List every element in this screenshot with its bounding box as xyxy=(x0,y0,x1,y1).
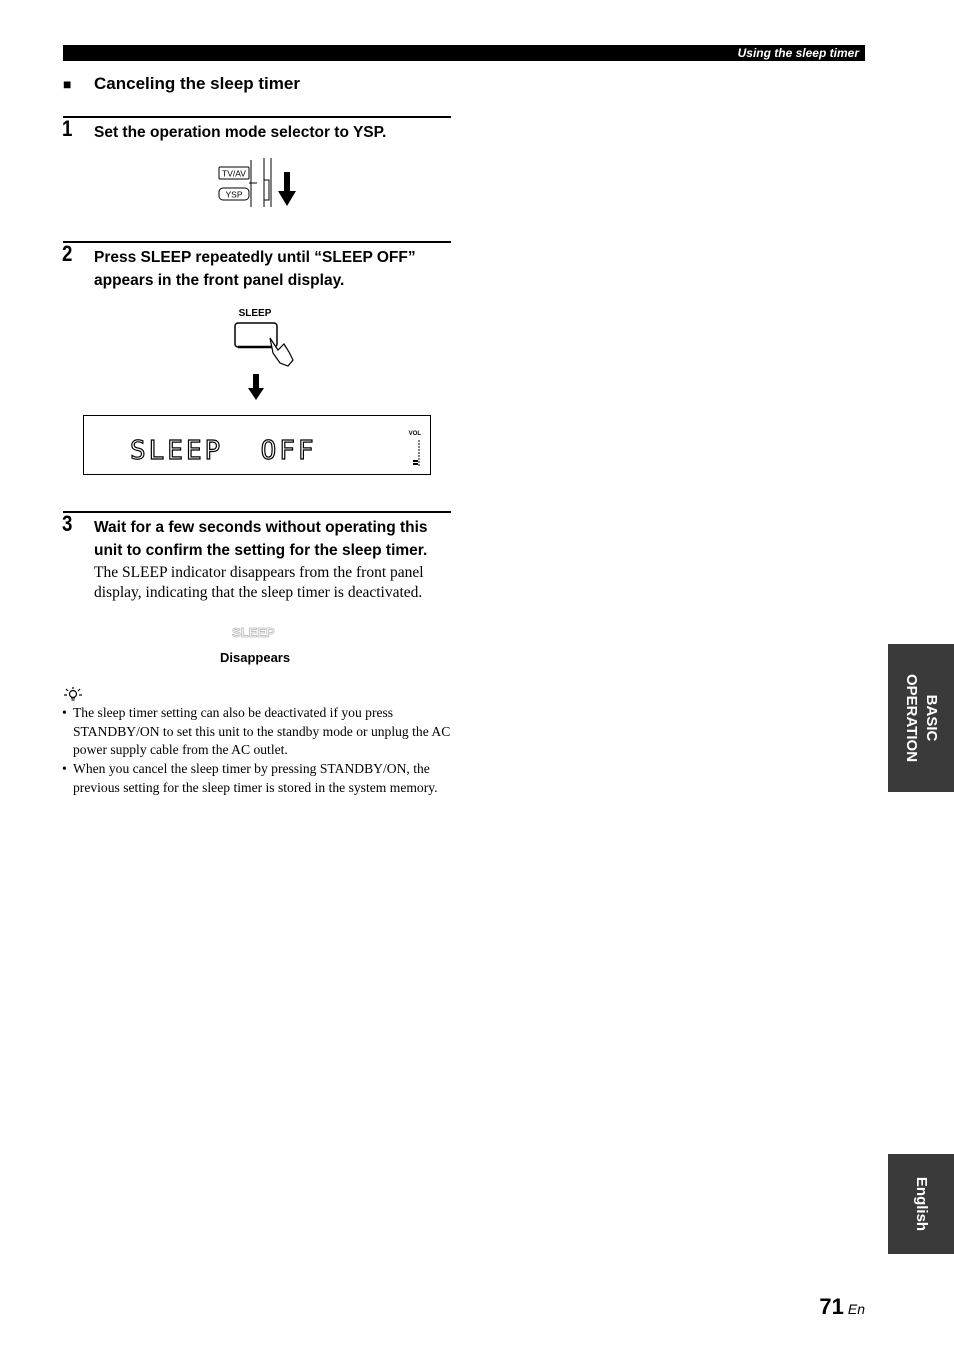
sleep-button-label: SLEEP xyxy=(238,308,272,319)
side-tab-basic-operation xyxy=(888,644,954,792)
running-title: Using the sleep timer xyxy=(737,46,859,60)
lightbulb-tip-icon xyxy=(62,686,84,702)
step-divider xyxy=(63,116,451,118)
side-tab-label: English xyxy=(913,1176,930,1232)
selector-label-ysp: YSP xyxy=(225,189,243,200)
language-code: En xyxy=(847,1301,865,1317)
tip-item: • The sleep timer setting can also be deactivated if you press STANDBY/ON to set this unit to the standby mode or unplug the AC power supply cable from the AC outlet. xyxy=(62,704,454,760)
pointing-hand-icon xyxy=(270,338,293,366)
indicator-caption: Disappears xyxy=(220,650,291,665)
side-tab-language xyxy=(888,1154,954,1254)
side-tab-label: BASIC OPERATION xyxy=(903,673,940,763)
step-number: 1 xyxy=(62,116,73,141)
section-bullet: ■ xyxy=(63,76,72,92)
step-instruction: Press SLEEP repeatedly until “SLEEP OFF” appears in the front panel display. xyxy=(94,249,416,289)
header-bar xyxy=(63,45,865,61)
selector-label-tvav: TV/AV xyxy=(222,168,246,179)
vol-label: VOL xyxy=(408,431,421,437)
page-number xyxy=(819,1294,865,1320)
arrow-down-icon xyxy=(278,172,296,206)
sleep-indicator: SLEEP xyxy=(232,625,275,640)
step-instruction: Set the operation mode selector to YSP. xyxy=(94,124,387,141)
step-instruction: Wait for a few seconds without operating this unit to confirm the setting for the sleep timer. xyxy=(94,519,428,559)
step-number: 3 xyxy=(62,511,73,536)
mode-selector-illustration xyxy=(215,155,305,210)
page-number-value: 71 xyxy=(819,1294,844,1319)
section-title-text: Canceling the sleep timer xyxy=(94,74,300,93)
step-body-text: The SLEEP indicator disappears from the front panel display, indicating that the sleep timer is deactivated. xyxy=(94,564,424,601)
tip-item: • When you cancel the sleep timer by pressing STANDBY/ON, the previous setting for the sleep timer is stored in the system memory. xyxy=(62,760,454,797)
step-divider xyxy=(63,241,451,243)
section-title xyxy=(63,74,300,94)
volume-bar-icon xyxy=(412,438,422,468)
front-panel-display xyxy=(83,415,431,475)
step-number: 2 xyxy=(62,241,73,266)
step-divider xyxy=(63,511,451,513)
arrow-down-icon xyxy=(248,374,264,400)
display-text: SLEEP OFF xyxy=(130,436,317,466)
sleep-button-illustration xyxy=(226,305,306,405)
tips-list xyxy=(62,704,454,798)
